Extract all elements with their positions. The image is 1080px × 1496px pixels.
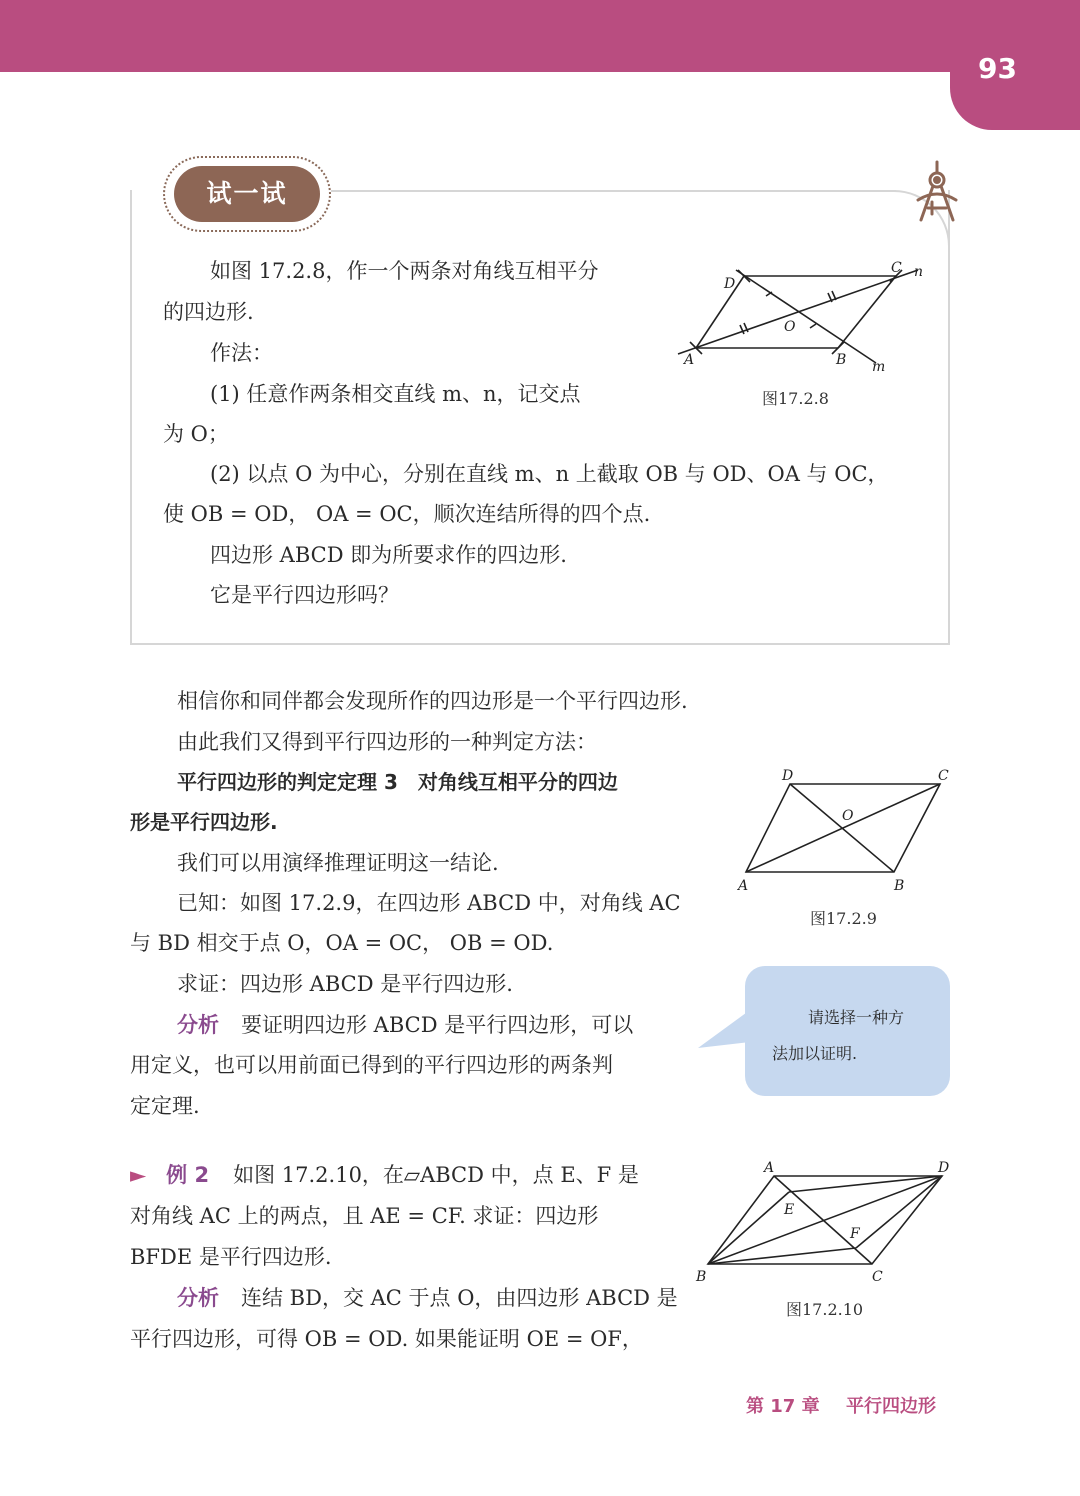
header-bar	[0, 0, 1080, 72]
main-line-1: 相信你和同伴都会发现所作的四边形是一个平行四边形.	[177, 689, 688, 713]
example-marker-icon: ►	[130, 1163, 147, 1187]
analysis1-line-2: 用定义，也可以用前面已得到的平行四边形的两条判	[130, 1053, 613, 1077]
main-line-5: 我们可以用演绎推理证明这一结论.	[177, 851, 499, 875]
try-box-top-border	[330, 190, 896, 192]
example2-line-2: 对角线 AC 上的两点，且 AE = CF. 求证：四边形	[130, 1204, 599, 1228]
hint-bubble	[745, 966, 950, 1096]
fig9-label-A: A	[738, 878, 749, 892]
figure-17-2-10	[692, 1156, 962, 1288]
example2-label: 例 2	[166, 1163, 210, 1187]
analysis2-label: 分析	[177, 1286, 219, 1310]
footer-title: 平行四边形	[846, 1396, 936, 1417]
fig9-label-B: B	[894, 878, 905, 892]
analysis2-line-1	[177, 1283, 678, 1313]
caption-17-2-9: 图17.2.9	[810, 909, 877, 928]
given-line-1: 已知：如图 17.2.9，在四边形 ABCD 中，对角线 AC	[177, 891, 681, 915]
segment-be	[708, 1192, 789, 1264]
analysis1-label: 分析	[177, 1013, 219, 1037]
figure-17-2-9	[730, 762, 960, 892]
try-line-3: 作法：	[210, 341, 273, 365]
try-line-6: (2) 以点 O 为中心，分别在直线 m、n 上截取 OB 与 OD、OA 与 OC，	[210, 462, 889, 486]
fig8-label-A: A	[684, 352, 695, 368]
fig9-label-O: O	[842, 808, 854, 824]
bubble-line-1: 请选择一种方	[808, 1008, 905, 1027]
fig8-label-C: C	[891, 260, 902, 276]
bubble-line-2: 法加以证明.	[772, 1044, 858, 1063]
try-line-2: 的四边形.	[163, 300, 254, 324]
fig10-label-E: E	[784, 1202, 795, 1218]
fig10-label-F: F	[850, 1226, 860, 1242]
fig10-label-B: B	[696, 1269, 707, 1285]
line-m	[736, 270, 876, 363]
analysis2-line-2: 平行四边形，可得 OB = OD. 如果能证明 OE = OF，	[130, 1327, 643, 1351]
example2-line-3: BFDE 是平行四边形.	[130, 1245, 332, 1269]
fig8-label-n: n	[914, 264, 924, 280]
fig10-label-C: C	[872, 1269, 883, 1285]
segment-fd	[856, 1176, 942, 1248]
try-line-7: 使 OB = OD， OA = OC，顺次连结所得的四个点.	[163, 502, 651, 526]
analysis1-line-3: 定定理.	[130, 1094, 200, 1118]
try-line-5: 为 O；	[163, 422, 229, 446]
analysis2-text-1: 连结 BD，交 AC 于点 O，由四边形 ABCD 是	[241, 1286, 678, 1310]
prove-line: 求证：四边形 ABCD 是平行四边形.	[177, 972, 513, 996]
try-line-9: 它是平行四边形吗？	[210, 583, 399, 607]
fig10-label-D: D	[938, 1160, 950, 1176]
fig10-label-A: A	[764, 1160, 775, 1176]
fig8-label-D: D	[724, 276, 736, 292]
footer-chapter: 第 17 章	[746, 1396, 820, 1417]
analysis1-text-1: 要证明四边形 ABCD 是平行四边形，可以	[241, 1013, 634, 1037]
fig9-label-D: D	[782, 768, 794, 784]
page-number: 93	[978, 52, 1017, 85]
theorem-line-1: 平行四边形的判定定理 3 对角线互相平分的四边	[177, 770, 618, 794]
analysis1-line-1	[177, 1010, 633, 1040]
main-line-2: 由此我们又得到平行四边形的一种判定方法：	[177, 730, 597, 754]
fig9-label-C: C	[938, 768, 949, 784]
figure-17-2-8	[660, 250, 940, 380]
bubble-tail	[698, 1010, 750, 1052]
fig8-label-B: B	[836, 352, 847, 368]
fig8-label-O: O	[784, 319, 796, 335]
try-line-1: 如图 17.2.8，作一个两条对角线互相平分	[210, 259, 599, 283]
side-bc	[838, 276, 896, 348]
given-line-2: 与 BD 相交于点 O，OA = OC， OB = OD.	[130, 931, 554, 955]
try-badge: 试一试	[174, 166, 320, 222]
try-line-4: (1) 任意作两条相交直线 m、n，记交点	[210, 382, 581, 406]
example2-line-1	[130, 1160, 639, 1190]
compass-icon	[912, 158, 962, 228]
try-line-8: 四边形 ABCD 即为所要求作的四边形.	[210, 543, 567, 567]
theorem-line-2: 形是平行四边形.	[130, 810, 278, 834]
side-ad	[696, 276, 744, 348]
fig8-label-m: m	[872, 359, 886, 375]
example2-text-1: 如图 17.2.10，在▱ABCD 中，点 E、F 是	[233, 1163, 639, 1187]
caption-17-2-8: 图17.2.8	[762, 389, 829, 408]
diagonal-bd	[790, 784, 894, 872]
caption-17-2-10: 图17.2.10	[786, 1300, 864, 1319]
